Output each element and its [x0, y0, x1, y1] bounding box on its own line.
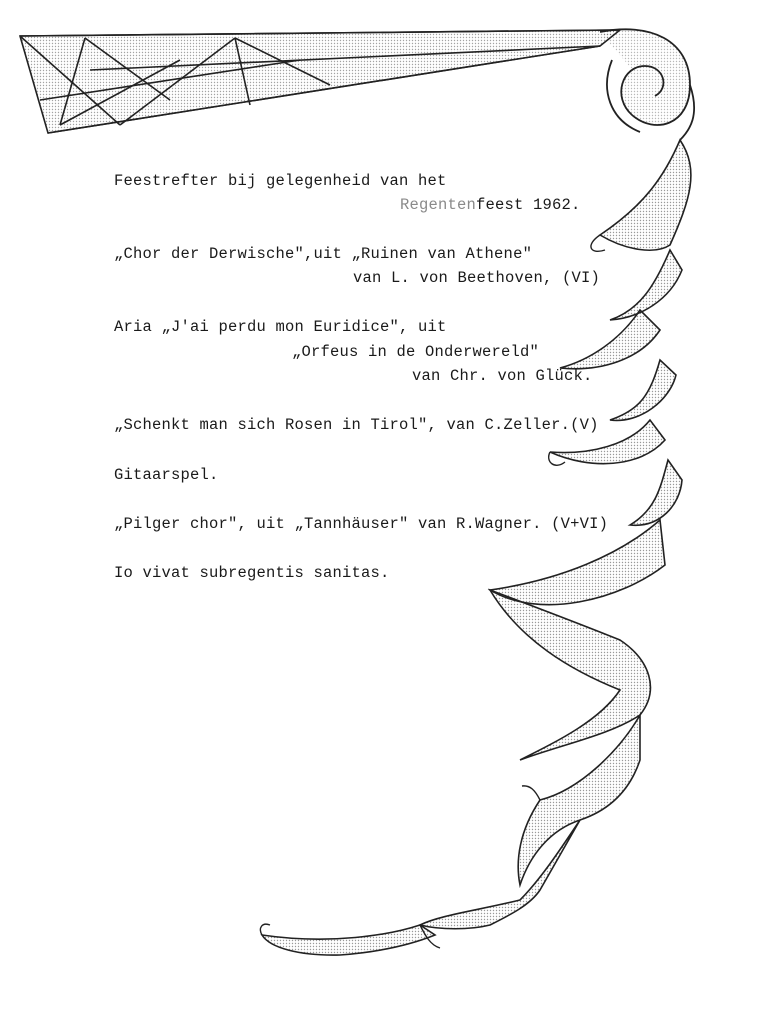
programme-heading: Feestrefter bij gelegenheid van het: [114, 172, 447, 190]
item2-composer: van Chr. von Glück.: [412, 367, 593, 385]
item3: „Schenkt man sich Rosen in Tirol", van C.Zeller.(V): [114, 416, 599, 434]
item1-composer: van L. von Beethoven, (VI): [353, 269, 601, 287]
item2-work: „Orfeus in de Onderwereld": [292, 343, 540, 361]
item5: „Pilger chor", uit „Tannhäuser" van R.Wagner. (V+VI): [114, 515, 609, 533]
faded-heading-word: Regenten: [400, 196, 477, 214]
item1-title: „Chor der Derwische",uit „Ruinen van Athene": [114, 245, 533, 263]
item2-title: Aria „J'ai perdu mon Euridice", uit: [114, 318, 447, 336]
geometric-banner-drawing: [20, 30, 620, 133]
item4: Gitaarspel.: [114, 466, 219, 484]
closing-line: Io vivat subregentis sanitas.: [114, 564, 390, 582]
spiral-scroll-drawing: [600, 29, 694, 140]
heading-date-line: [400, 196, 581, 214]
heading-date: feest 1962.: [476, 196, 581, 214]
